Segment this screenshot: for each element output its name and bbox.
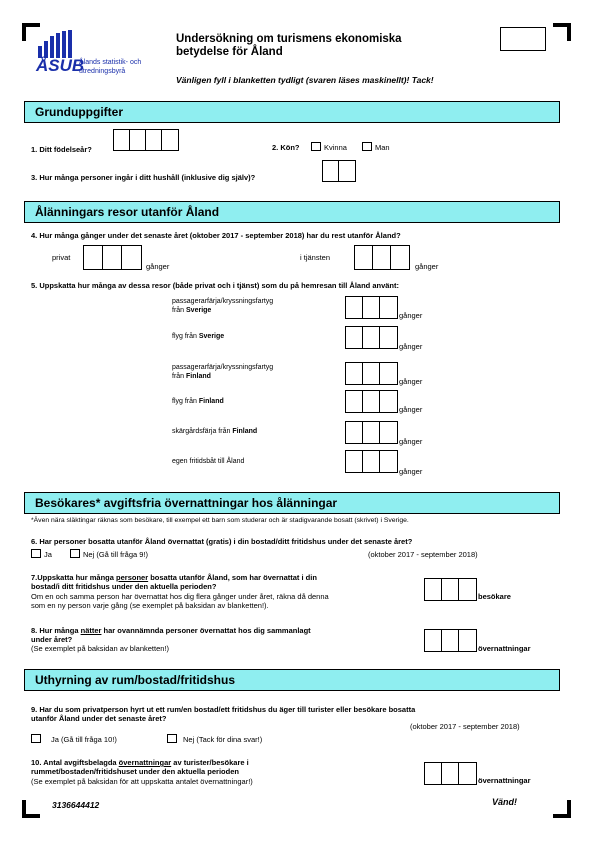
birth-year-input[interactable] <box>113 129 179 151</box>
q5-item-3-label: passagerarfärja/kryssningsfartyg från Finland <box>172 364 274 380</box>
q3-label: 3. Hur många personer ingår i ditt hushåll (inklusive dig själv)? <box>31 173 256 182</box>
q5-item-1-unit: gånger <box>399 311 423 320</box>
q2-label: 2. Kön? <box>272 143 300 152</box>
s3-footnote: *Även nära släktingar räknas som besökare, till exempel ett barn som studerar och är stadigvarande bosatt (skrivet) i Sverige. <box>31 517 409 524</box>
q5-item-2-input[interactable] <box>345 326 398 349</box>
q7-label: 7.Uppskatta hur många personer bosatta utanför Åland, som har övernattat i din bostad/i ditt fritidshus under den aktuella perioden? <box>31 573 317 591</box>
q6-no-checkbox[interactable] <box>70 549 80 558</box>
q8-note: (Se exemplet på baksidan av blanketten!) <box>31 644 169 653</box>
title-line-2: betydelse för Åland <box>176 46 283 58</box>
trips-private-input[interactable] <box>83 245 142 270</box>
gender-female-checkbox[interactable] <box>311 142 321 151</box>
q7-unit: besökare <box>478 592 511 601</box>
q10-note: (Se exemplet på baksidan för att uppskatta antalet övernattningar!) <box>31 777 253 786</box>
section-header-resor: Ålänningars resor utanför Åland <box>24 201 560 223</box>
q5-item-2-label: flyg från Sverige <box>172 333 225 340</box>
q6-yes-checkbox[interactable] <box>31 549 41 558</box>
q5-item-3-unit: gånger <box>399 377 423 386</box>
form-instruction: Vänligen fyll i blanketten tydligt (svaren läses maskinellt)! Tack! <box>176 75 434 85</box>
asub-logo <box>32 30 144 80</box>
form-number: 3136644412 <box>52 800 100 810</box>
q5-item-1-input[interactable] <box>345 296 398 319</box>
respondent-id-box[interactable] <box>500 27 546 51</box>
q9-no-checkbox[interactable] <box>167 734 177 743</box>
q5-item-5-unit: gånger <box>399 437 423 446</box>
q6-no-label: Nej (Gå till fråga 9!) <box>83 550 149 559</box>
q1-label: 1. Ditt födelseår? <box>31 145 92 154</box>
q6-label: 6. Har personer bosatta utanför Åland övernattat (gratis) i din bostad/ditt fritidshus under det senaste året? <box>31 537 413 546</box>
q8-label: 8. Hur många nätter har ovannämnda personer övernattat hos dig sammanlagt under året? <box>31 626 311 644</box>
q5-item-3-input[interactable] <box>345 362 398 385</box>
turn-page-note: Vänd! <box>492 797 518 807</box>
q6-period: (oktober 2017 - september 2018) <box>368 550 478 559</box>
q5-item-6-label: egen fritidsbåt till Åland <box>172 458 245 465</box>
registration-mark-bottom-right <box>553 800 571 818</box>
q5-item-4-input[interactable] <box>345 390 398 413</box>
registration-mark-top-right <box>553 23 571 41</box>
trips-work-input[interactable] <box>354 245 410 270</box>
q5-item-5-label: skärgårdsfärja från Finland <box>172 428 258 435</box>
gender-female-label: Kvinna <box>324 143 347 152</box>
form-title <box>176 33 496 59</box>
paid-nights-input[interactable] <box>424 762 477 785</box>
q9-no-label: Nej (Tack för dina svar!) <box>183 735 263 744</box>
q5-item-4-label: flyg från Finland <box>172 398 224 405</box>
q4-private-unit: gånger <box>146 262 170 271</box>
q4-work-label: i tjänsten <box>300 253 331 262</box>
q5-item-5-input[interactable] <box>345 421 398 444</box>
q10-label: 10. Antal avgiftsbelagda övernattningar av turister/besökare i rummet/bostaden/fritidshuset under den aktuella perioden <box>31 758 249 776</box>
household-size-input[interactable] <box>322 160 356 182</box>
visitors-count-input[interactable] <box>424 578 477 601</box>
title-line-1: Undersökning om turismens ekonomiska <box>176 33 402 45</box>
q4-work-unit: gånger <box>415 262 439 271</box>
q9-label: 9. Har du som privatperson hyrt ut ett rum/en bostad/ett fritidshus du äger till turister eller besökare bosatta utanför Åland under det senaste året? <box>31 705 416 723</box>
q10-unit: övernattningar <box>478 776 531 785</box>
nights-count-input[interactable] <box>424 629 477 652</box>
q5-item-1-label: passagerarfärja/kryssningsfartyg från Sverige <box>172 298 274 314</box>
q5-item-4-unit: gånger <box>399 405 423 414</box>
q6-yes-label: Ja <box>44 550 52 559</box>
q4-label: 4. Hur många gånger under det senaste året (oktober 2017 - september 2018) har du rest utanför Åland? <box>31 231 401 240</box>
q5-item-2-unit: gånger <box>399 342 423 351</box>
section-header-besokare: Besökares* avgiftsfria övernattningar hos ålänningar <box>24 492 560 514</box>
q5-item-6-input[interactable] <box>345 450 398 473</box>
gender-male-checkbox[interactable] <box>362 142 372 151</box>
section-header-grunduppgifter: Grunduppgifter <box>24 101 560 123</box>
gender-male-label: Man <box>375 143 390 152</box>
q5-label: 5. Uppskatta hur många av dessa resor (både privat och i tjänst) som du på hemresan till Åland använt: <box>31 281 400 290</box>
logo-subtitle: Ålands statistik- och utredningsbyrå <box>79 59 142 75</box>
q9-yes-label: Ja (Gå till fråga 10!) <box>51 735 117 744</box>
q9-yes-checkbox[interactable] <box>31 734 41 743</box>
q4-private-label: privat <box>52 253 71 262</box>
logo-wordmark: ÅSUB <box>36 56 85 75</box>
q7-note: Om en och samma person har övernattat hos dig flera gånger under året, räkna då denna som en ny person varje gång (se exemplet på baksidan av blanketten!). <box>31 592 329 610</box>
q9-period: (oktober 2017 - september 2018) <box>410 722 520 731</box>
q8-unit: övernattningar <box>478 644 531 653</box>
q5-item-6-unit: gånger <box>399 467 423 476</box>
section-header-uthyrning: Uthyrning av rum/bostad/fritidshus <box>24 669 560 691</box>
registration-mark-bottom-left <box>22 800 40 818</box>
